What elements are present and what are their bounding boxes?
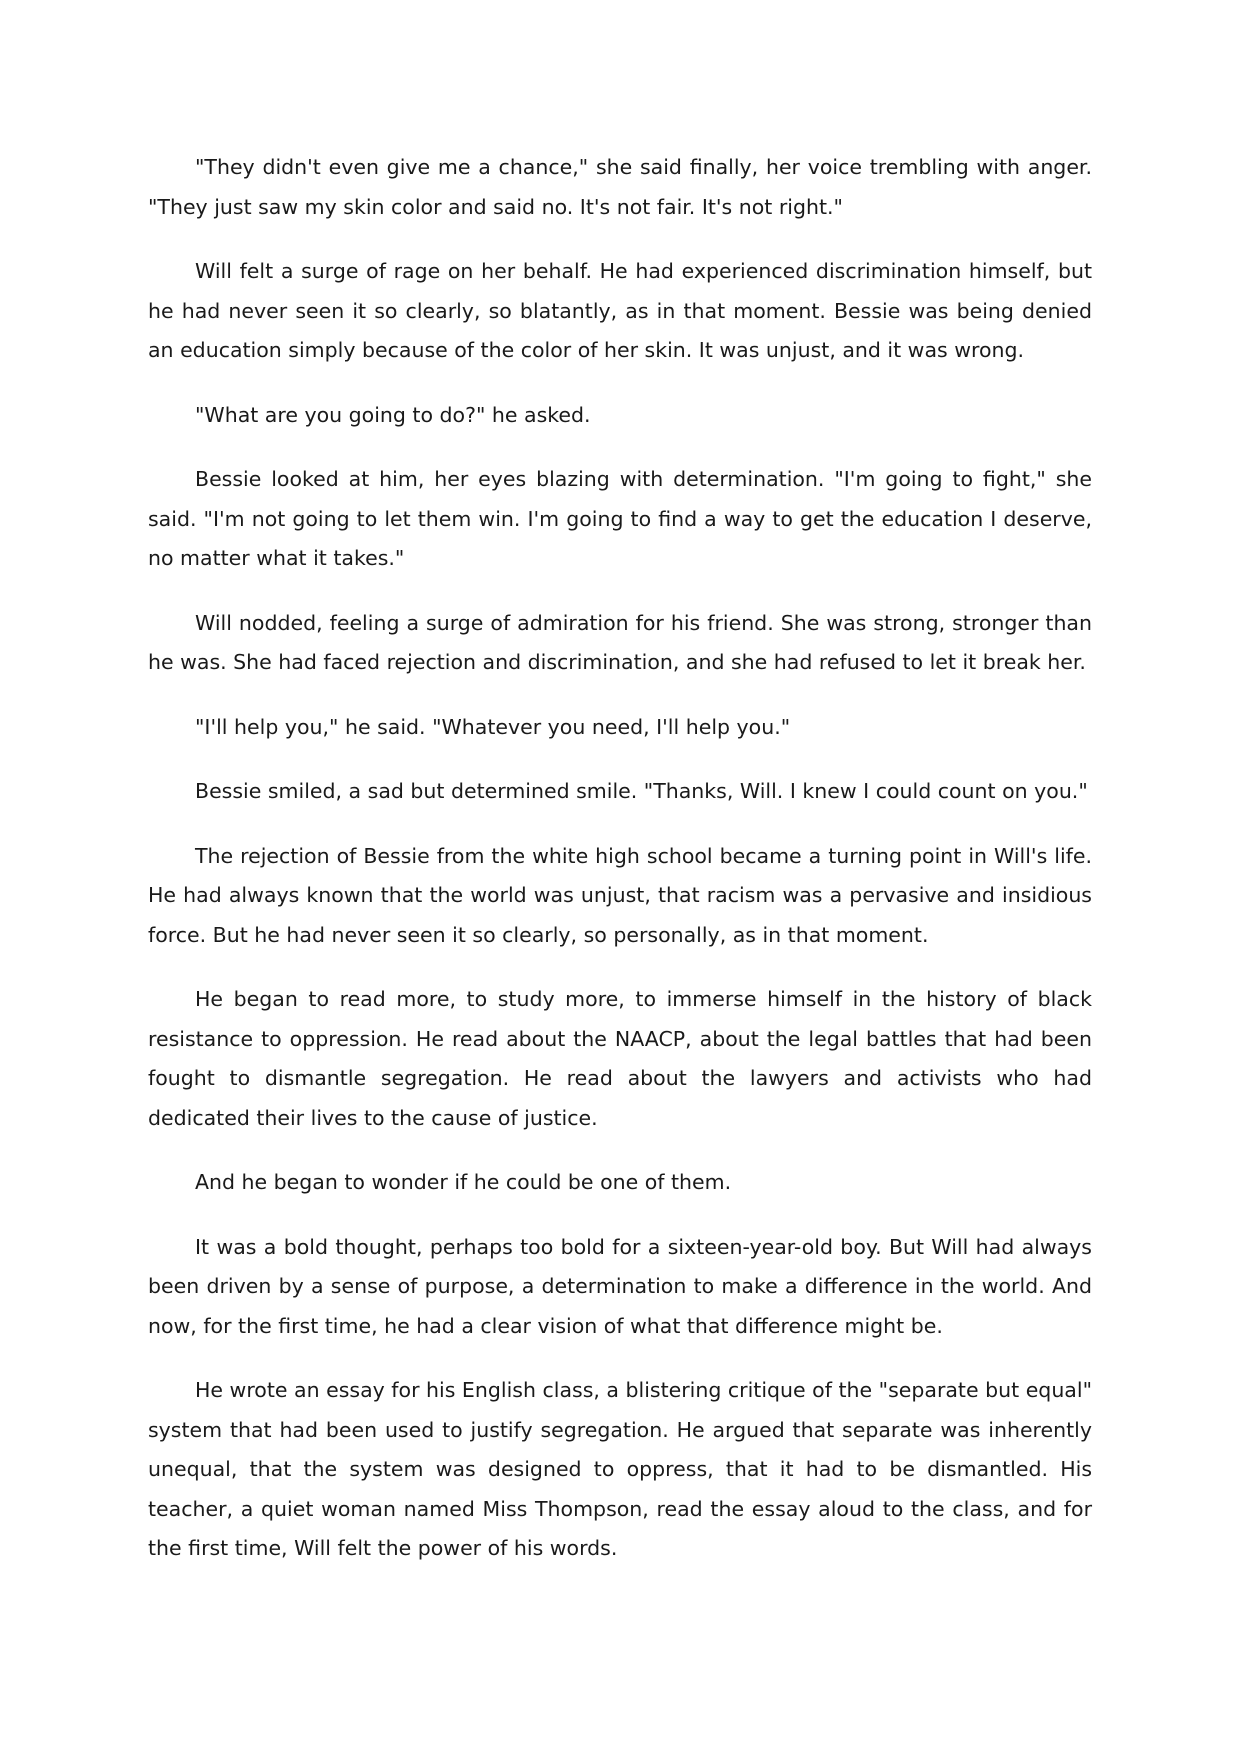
paragraph: It was a bold thought, perhaps too bold for a sixteen-year-old boy. But Will had always been driven by a sense of purpose, a determination to make a difference in the world. And now, for the first time, he had a clear vision of what that difference might be. (148, 1234, 1092, 1338)
paragraph: Bessie looked at him, her eyes blazing with determination. "I'm going to fight," she said. "I'm not going to let them win. I'm going to find a way to get the education I deserve, no matter what it takes." (148, 467, 1092, 570)
paragraph: He began to read more, to study more, to immerse himself in the history of black resistance to oppression. He read about the NAACP, about the legal battles that had been fought to dismantle segregation. He read about the lawyers and activists who had dedicated their lives to the cause of justice. (148, 987, 1092, 1130)
paragraph: Bessie smiled, a sad but determined smile. "Thanks, Will. I knew I could count on you." (195, 779, 1088, 803)
paragraph: And he began to wonder if he could be one of them. (195, 1170, 732, 1194)
paragraph: The rejection of Bessie from the white high school became a turning point in Will's life. He had always known that the world was unjust, that racism was a pervasive and insidious force. But he had never seen it so clearly, so personally, as in that moment. (148, 843, 1092, 947)
paragraph: Will felt a surge of rage on her behalf. He had experienced discrimination himself, but he had never seen it so clearly, so blatantly, as in that moment. Bessie was being denied an education simply because of the color of her skin. It was unjust, and it was wrong. (148, 259, 1092, 362)
paragraph: He wrote an essay for his English class, a blistering critique of the "separate but equal" system that had been used to justify segregation. He argued that separate was inherently unequal, that the system was designed to oppress, that it had to be dismantled. His teacher, a quiet woman named Miss Thompson, read the essay aloud to the class, and for the first time, Will felt the power of his words. (148, 1378, 1092, 1560)
paragraph: "What are you going to do?" he asked. (195, 402, 591, 427)
paragraph: "I'll help you," he said. "Whatever you need, I'll help you." (195, 714, 791, 739)
paragraph: Will nodded, feeling a surge of admiration for his friend. She was strong, stronger than he was. She had faced rejection and discrimination, and she had refused to let it break her. (148, 610, 1092, 674)
paragraph: "They didn't even give me a chance," she said finally, her voice trembling with anger. "They just saw my skin color and said no. It's not fair. It's not right." (148, 155, 1092, 219)
